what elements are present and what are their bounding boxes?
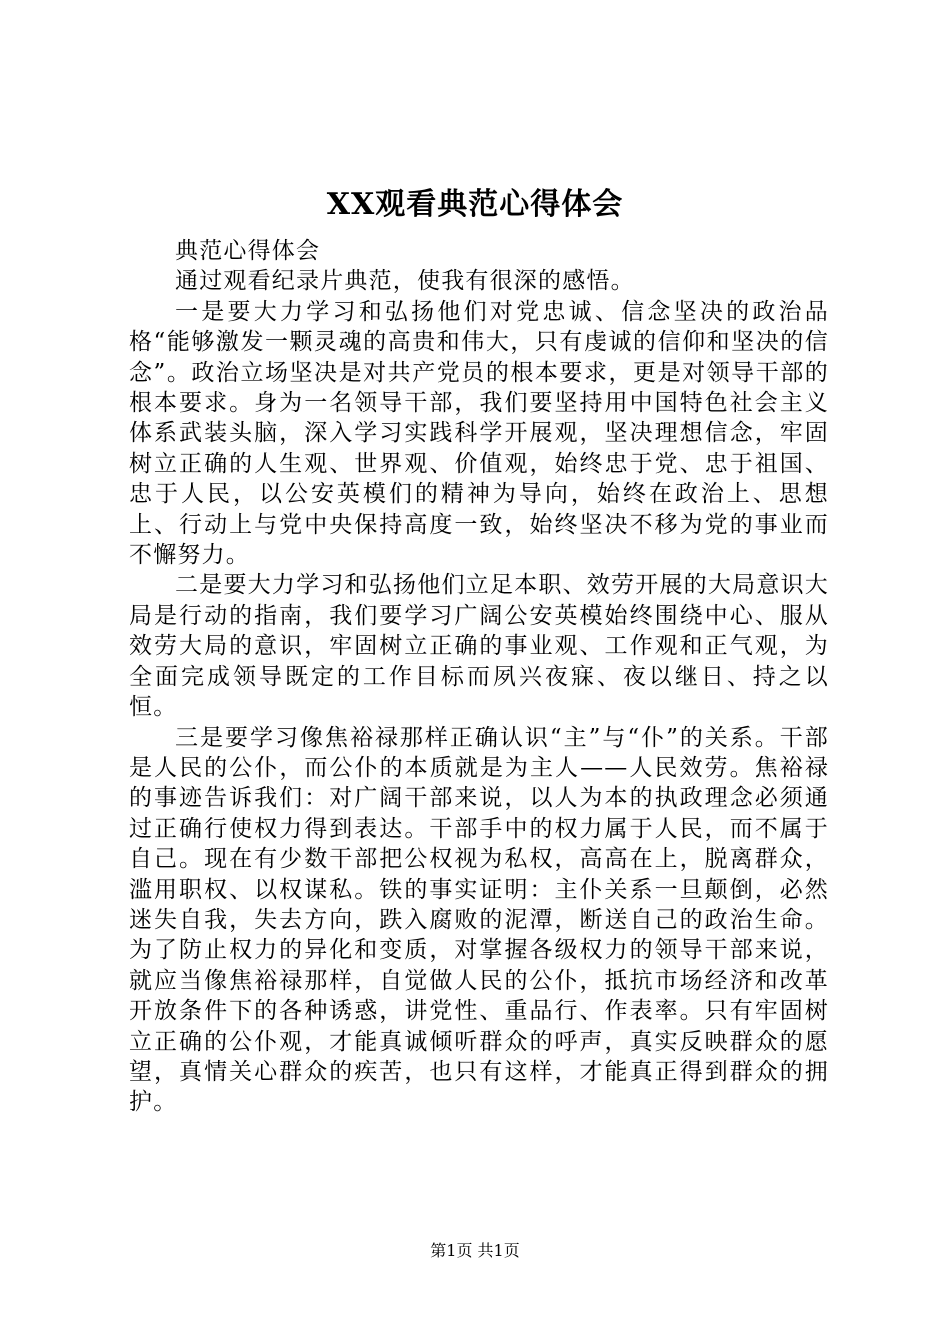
- paragraph-intro: 通过观看纪录片典范，使我有很深的感悟。: [175, 268, 635, 295]
- paragraph-point-two: 二是要大力学习和弘扬他们立足本职、效劳开展的大局意识大局是行动的指南，我们要学习广阔公安英模始终围绕中心、服从效劳大局的意识，牢固树立正确的事业观、工作观和正气观，为全面完成领导既定的工作目标而夙兴夜寐、夜以继日、持之以恒。: [129, 572, 829, 721]
- paragraph-point-three: 三是要学习像焦裕禄那样正确认识“主”与“仆”的关系。干部是人民的公仆，而公仆的本质就是为主人——人民效劳。焦裕禄的事迹告诉我们：对广阔干部来说，以人为本的执政理念必须通过正确行使权力得到表达。干部手中的权力属于人民，而不属于自己。现在有少数干部把公权视为私权，高高在上，脱离群众，滥用职权、以权谋私。铁的事实证明：主仆关系一旦颠倒，必然迷失自我，失去方向，跌入腐败的泥潭，断送自己的政治生命。为了防止权力的异化和变质，对掌握各级权力的领导干部来说，就应当像焦裕禄那样，自觉做人民的公仆，抵抗市场经济和改革开放条件下的各种诱惑，讲党性、重品行、作表率。只有牢固树立正确的公仆观，才能真诚倾听群众的呼声，真实反映群众的愿望，真情关心群众的疾苦，也只有这样，才能真正得到群众的拥护。: [129, 724, 829, 1116]
- document-body: [129, 236, 829, 1118]
- page-number-footer: 第1页 共1页: [430, 1241, 520, 1260]
- paragraph-point-one: 一是要大力学习和弘扬他们对党忠诚、信念坚决的政治品格“能够激发一颗灵魂的高贵和伟大，只有虔诚的信仰和坚决的信念”。政治立场坚决是对共产党员的根本要求，更是对领导干部的根本要求。身为一名领导干部，我们要坚持用中国特色社会主义体系武装头脑，深入学习实践科学开展观，坚决理想信念，牢固树立正确的人生观、世界观、价值观，始终忠于党、忠于祖国、忠于人民，以公安英模们的精神为导向，始终在政治上、思想上、行动上与党中央保持高度一致，始终坚决不移为党的事业而不懈努力。: [129, 298, 829, 569]
- document-title: XX观看典范心得体会: [326, 187, 624, 222]
- paragraph-subtitle: 典范心得体会: [175, 238, 321, 264]
